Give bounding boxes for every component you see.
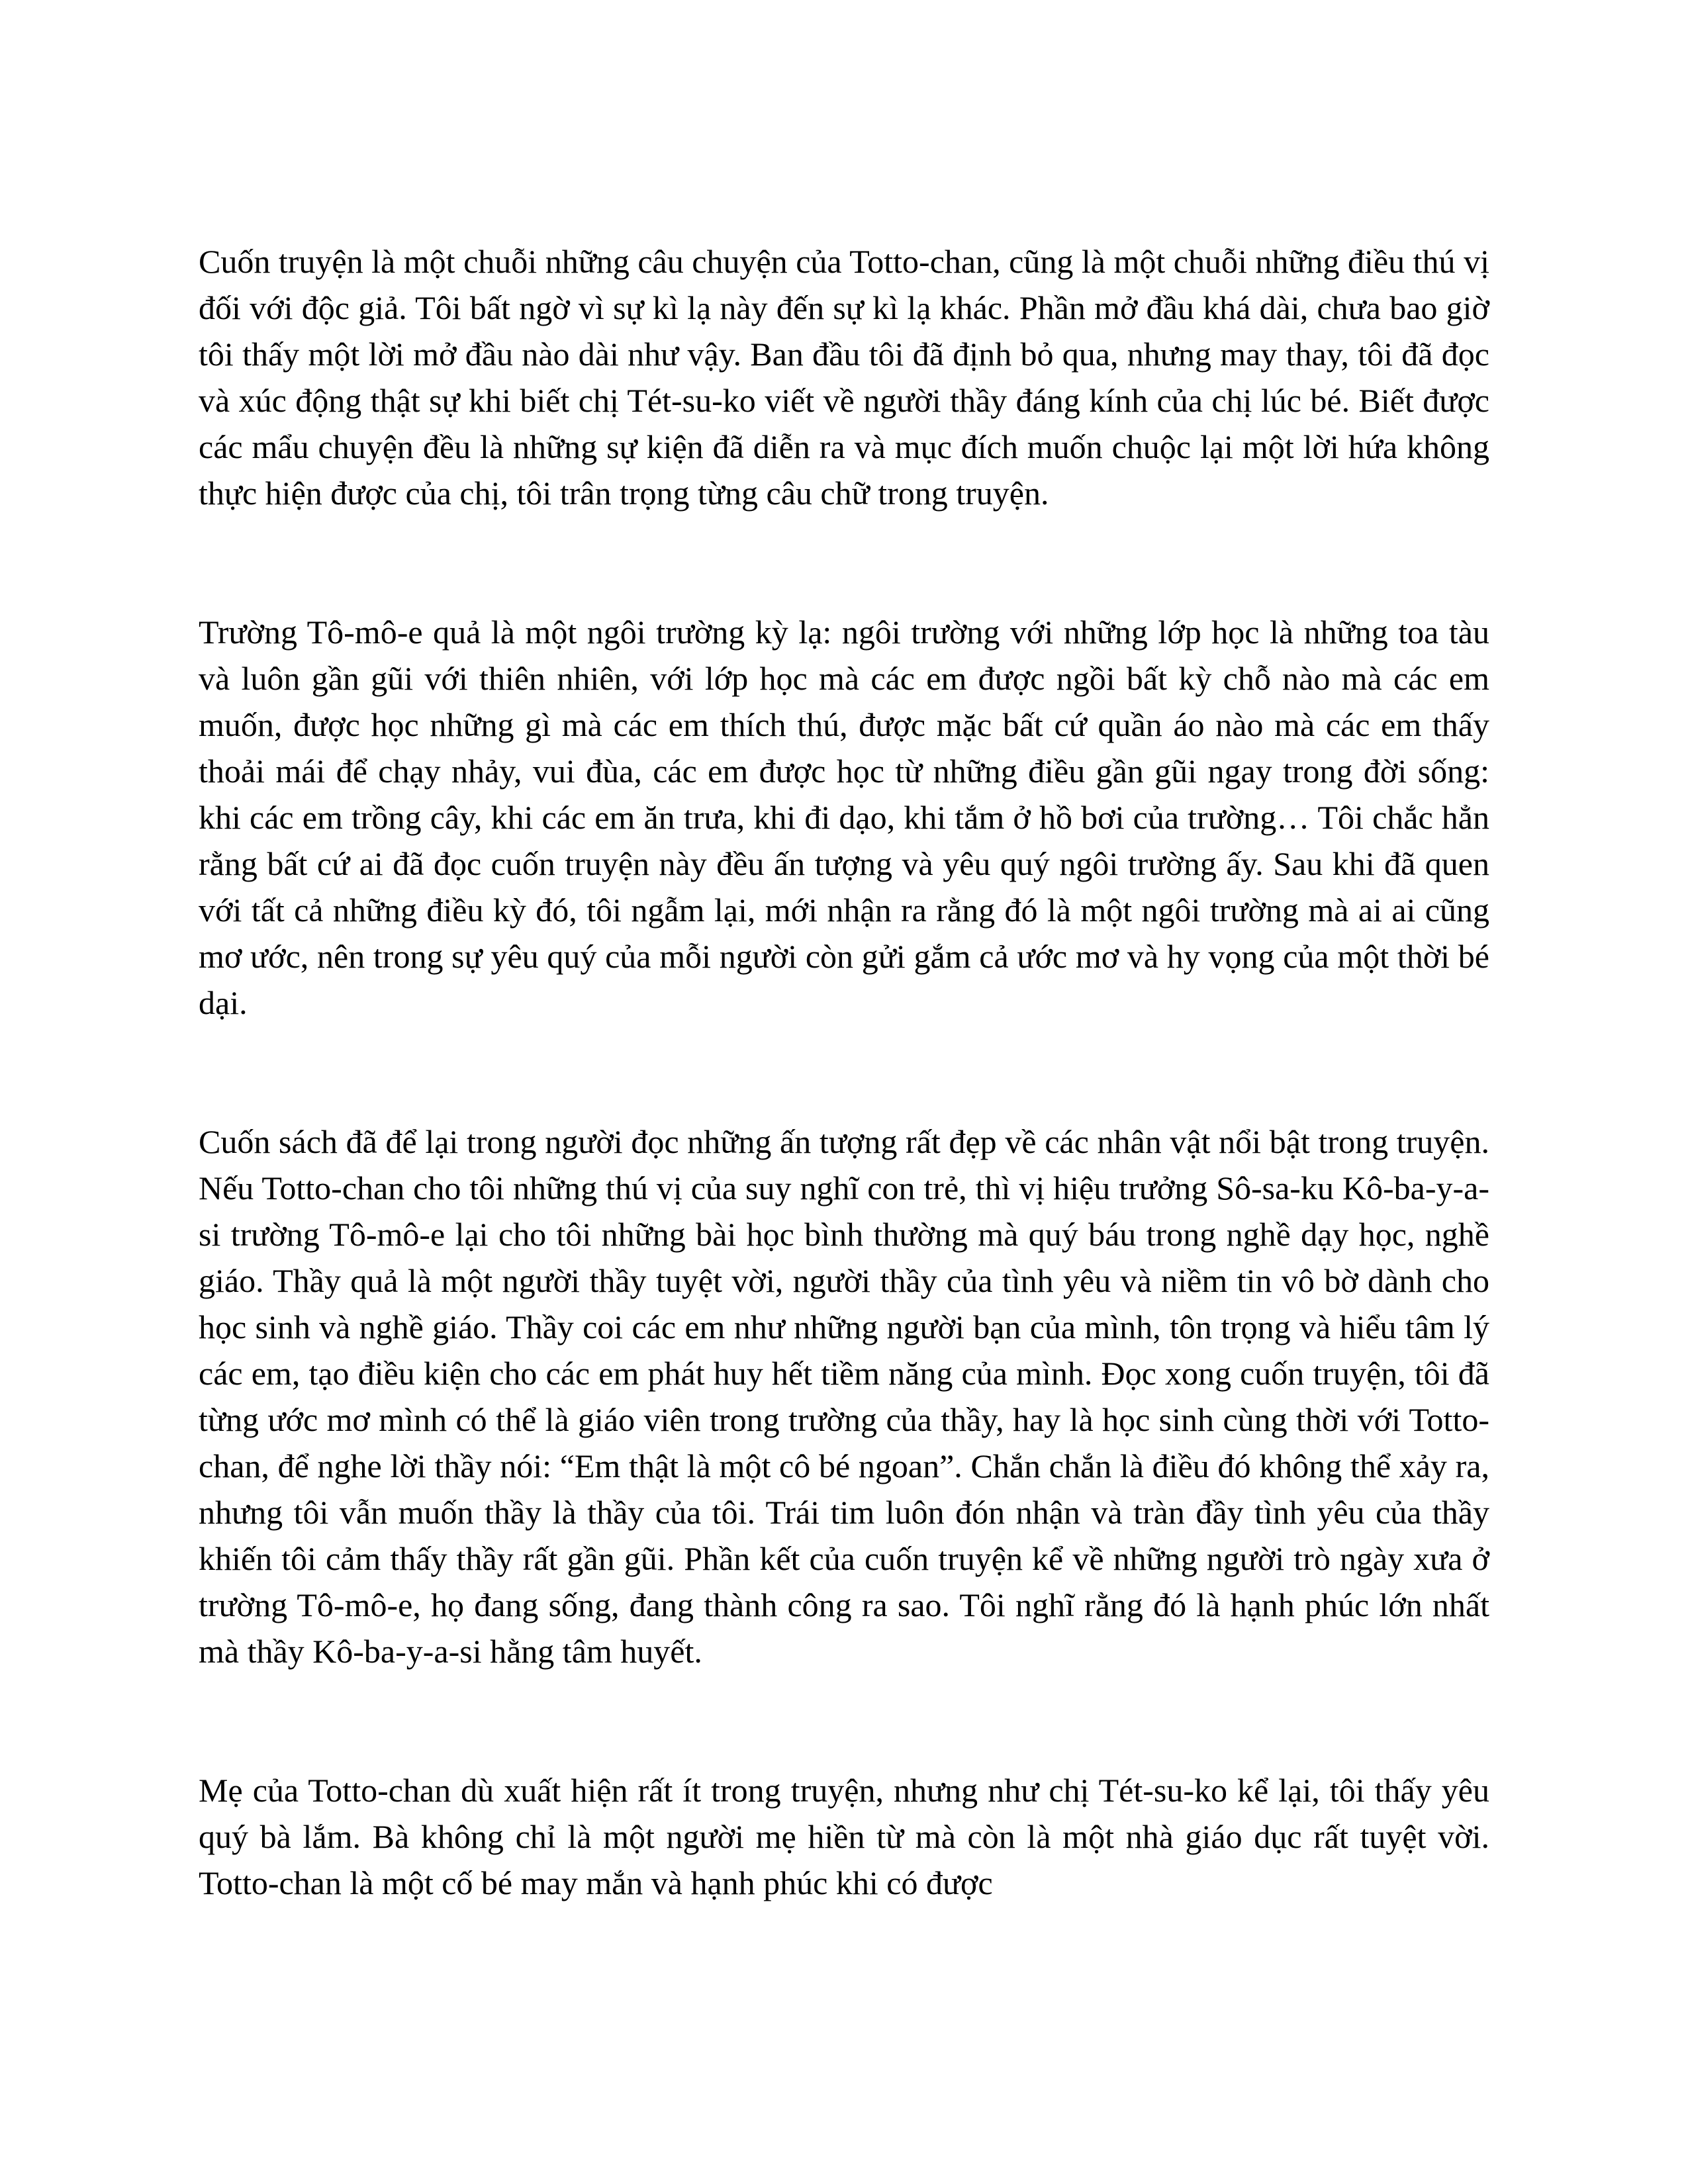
document-body <box>199 238 1489 1906</box>
paragraph-mother: Mẹ của Totto-chan dù xuất hiện rất ít trong truyện, nhưng như chị Tét-su-ko kể lại, tôi thấy yêu quý bà lắm. Bà không chỉ là một người mẹ hiền từ mà còn là một nhà giáo dục rất tuyệt vời. Totto-chan là một cố bé may mắn và hạnh phúc khi có được <box>199 1772 1489 1901</box>
paragraph-intro: Cuốn truyện là một chuỗi những câu chuyện của Totto-chan, cũng là một chuỗi những điều thú vị đối với độc giả. Tôi bất ngờ vì sự kì lạ này đến sự kì lạ khác. Phần mở đầu khá dài, chưa bao giờ tôi thấy một lời mở đầu nào dài như vậy. Ban đầu tôi đã định bỏ qua, nhưng may thay, tôi đã đọc và xúc động thật sự khi biết chị Tét-su-ko viết về người thầy đáng kính của chị lúc bé. Biết được các mẩu chuyện đều là những sự kiện đã diễn ra và mục đích muốn chuộc lại một lời hứa không thực hiện được của chị, tôi trân trọng từng câu chữ trong truyện. <box>199 243 1489 512</box>
paragraph-teacher: Cuốn sách đã để lại trong người đọc những ấn tượng rất đẹp về các nhân vật nổi bật trong truyện. Nếu Totto-chan cho tôi những thú vị của suy nghĩ con trẻ, thì vị hiệu trưởng Sô-sa-ku Kô-ba-y-a-si trường Tô-mô-e lại cho tôi những bài học bình thường mà quý báu trong nghề dạy học, nghề giáo. Thầy quả là một người thầy tuyệt vời, người thầy của tình yêu và niềm tin vô bờ dành cho học sinh và nghề giáo. Thầy coi các em như những người bạn của mình, tôn trọng và hiểu tâm lý các em, tạo điều kiện cho các em phát huy hết tiềm năng của mình. Đọc xong cuốn truyện, tôi đã từng ước mơ mình có thể là giáo viên trong trường của thầy, hay là học sinh cùng thời với Totto-chan, để nghe lời thầy nói: “Em thật là một cô bé ngoan”. Chắn chắn là điều đó không thể xảy ra, nhưng tôi vẫn muốn thầy là thầy của tôi. Trái tim luôn đón nhận và tràn đầy tình yêu của thầy khiến tôi cảm thấy thầy rất gần gũi. Phần kết của cuốn truyện kể về những người trò ngày xưa ở trường Tô-mô-e, họ đang sống, đang thành công ra sao. Tôi nghĩ rằng đó là hạnh phúc lớn nhất mà thầy Kô-ba-y-a-si hằng tâm huyết. <box>199 1123 1489 1670</box>
paragraph-school: Trường Tô-mô-e quả là một ngôi trường kỳ lạ: ngôi trường với những lớp học là những toa tàu và luôn gần gũi với thiên nhiên, với lớp học mà các em được ngồi bất kỳ chỗ nào mà các em muốn, được học những gì mà các em thích thú, được mặc bất cứ quần áo nào mà các em thấy thoải mái để chạy nhảy, vui đùa, các em được học từ những điều gần gũi ngay trong đời sống: khi các em trồng cây, khi các em ăn trưa, khi đi dạo, khi tắm ở hồ bơi của trường… Tôi chắc hẳn rằng bất cứ ai đã đọc cuốn truyện này đều ấn tượng và yêu quý ngôi trường ấy. Sau khi đã quen với tất cả những điều kỳ đó, tôi ngẫm lại, mới nhận ra rằng đó là một ngôi trường mà ai ai cũng mơ ước, nên trong sự yêu quý của mỗi người còn gửi gắm cả ước mơ và hy vọng của một thời bé dại. <box>199 614 1489 1021</box>
